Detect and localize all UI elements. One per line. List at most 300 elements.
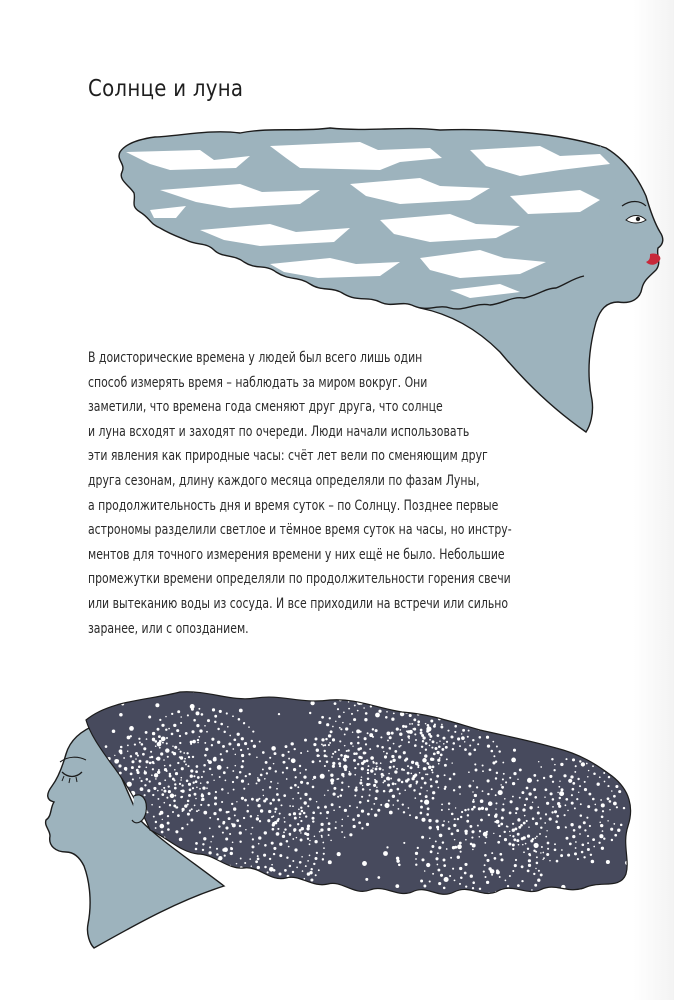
star-dot [403,769,405,771]
star-dot [359,801,362,804]
star-dot [240,749,242,751]
star-dot [361,767,364,770]
star-dot [264,831,267,834]
star-dot [347,749,349,751]
star-dot [305,865,307,867]
star-dot [103,801,107,805]
star-dot [362,861,367,866]
star-dot [173,724,176,727]
star-dot [259,878,261,880]
star-dot [544,822,546,824]
star-dot [354,788,357,791]
star-dot [136,769,139,772]
star-dot [452,846,455,849]
star-dot [573,829,576,832]
star-dot [358,756,361,759]
star-dot [180,790,182,792]
star-dot [367,772,369,774]
star-dot [201,798,204,801]
star-dot [307,860,309,862]
star-dot [352,732,353,733]
star-dot [175,772,178,775]
star-dot [426,790,427,791]
star-dot [220,753,222,755]
star-dot [610,828,613,831]
star-dot [420,812,423,815]
star-dot [280,884,283,887]
star-dot [579,785,581,787]
star-dot [127,744,129,746]
star-dot [501,817,504,820]
star-dot [603,838,605,840]
star-dot [256,817,259,820]
star-dot [344,695,347,698]
star-dot [229,874,231,876]
star-dot [165,728,167,730]
star-dot [168,785,170,787]
star-dot [161,831,164,834]
star-dot [189,788,192,791]
star-dot [343,765,347,769]
star-dot [235,765,237,767]
star-dot [509,812,512,815]
star-dot [236,776,239,779]
star-dot [204,742,206,744]
star-dot [318,869,320,871]
star-dot [84,800,86,802]
star-dot [380,736,382,738]
star-dot [197,742,199,744]
star-dot [401,781,404,784]
star-dot [454,818,456,820]
star-dot [320,823,323,826]
star-dot [496,802,498,804]
star-dot [257,804,260,807]
star-dot [325,738,327,740]
star-dot [488,899,489,900]
star-dot [515,859,517,861]
star-dot [229,735,231,737]
star-dot [181,790,184,793]
star-dot [328,734,331,737]
star-dot [377,876,380,879]
star-dot [323,750,325,752]
star-dot [187,765,189,767]
star-dot [536,856,538,858]
star-dot [516,839,519,842]
star-dot [269,757,271,759]
starry-hair [60,680,660,920]
star-dot [265,798,268,801]
star-dot [425,723,427,725]
star-dot [433,725,436,728]
star-dot [231,803,233,805]
star-dot [401,768,404,771]
star-dot [541,846,543,848]
paragraph-line: В доисторические времена у людей был всего лишь один [88,349,423,366]
star-dot [421,746,423,748]
star-dot [528,853,531,856]
star-dot [330,730,333,733]
star-dot [488,801,493,806]
star-dot [283,817,284,818]
star-dot [292,805,294,807]
star-dot [586,763,588,765]
star-dot [127,822,129,824]
star-dot [109,773,112,776]
star-dot [273,763,275,765]
star-dot [459,745,461,747]
star-dot [299,772,301,774]
star-dot [344,768,347,771]
star-dot [259,741,261,743]
star-dot [172,778,175,781]
star-dot [155,827,157,829]
star-dot [558,805,561,808]
star-dot [496,772,498,774]
star-dot [201,794,204,797]
star-dot [361,776,363,778]
star-dot [129,798,132,801]
star-dot [150,840,151,841]
star-dot [413,718,416,721]
star-dot [203,764,206,767]
star-dot [190,743,192,745]
star-dot [173,804,176,807]
star-dot [260,774,263,777]
star-dot [432,740,435,743]
star-dot [316,749,319,752]
star-dot [301,887,304,890]
star-dot [302,870,304,872]
star-dot [356,806,358,808]
star-dot [349,771,350,772]
star-dot [223,891,226,894]
star-dot [274,821,277,824]
star-dot [120,832,122,834]
star-dot [224,869,226,871]
star-dot [286,767,289,770]
star-dot [389,748,391,750]
star-dot [470,843,473,846]
star-dot [273,853,275,855]
star-dot [372,767,373,768]
star-dot [283,761,286,764]
star-dot [246,893,249,896]
star-dot [244,799,247,802]
star-dot [314,857,317,860]
star-dot [357,736,359,738]
star-dot [372,728,374,730]
star-dot [405,725,408,728]
star-dot [279,813,281,815]
star-dot [185,763,187,765]
star-dot [486,859,489,862]
star-dot [480,904,482,906]
star-dot [431,769,433,771]
star-dot [328,744,330,746]
star-dot [494,902,497,905]
star-dot [496,870,500,874]
star-dot [263,795,264,796]
star-dot [181,827,184,830]
star-dot [347,815,349,817]
star-dot [125,768,127,770]
star-dot [355,786,357,788]
star-dot [152,732,155,735]
star-dot [187,813,190,816]
star-dot [218,856,222,860]
star-dot [537,806,539,808]
star-dot [425,774,427,776]
star-dot [190,775,193,778]
star-dot [609,800,612,803]
star-dot [105,757,108,760]
star-dot [600,824,603,827]
star-dot [376,766,378,768]
star-dot [546,802,549,805]
star-dot [462,908,464,910]
star-dot [126,833,129,836]
star-dot [306,883,309,886]
star-dot [300,806,302,808]
star-dot [257,855,259,857]
star-dot [169,764,171,766]
star-dot [516,901,518,903]
star-dot [436,775,439,778]
star-dot [547,842,550,845]
star-dot [185,732,188,735]
star-dot [119,749,123,753]
star-dot [201,713,204,716]
star-dot [533,788,536,791]
star-dot [104,809,107,812]
star-dot [282,772,284,774]
star-dot [409,730,413,734]
star-dot [454,725,457,728]
star-dot [406,692,409,695]
star-dot [224,855,226,857]
star-dot [222,822,225,825]
star-dot [272,828,275,831]
star-dot [549,775,552,778]
star-dot [599,822,601,824]
star-dot [258,843,260,845]
star-dot [274,811,276,813]
star-dot [429,826,432,829]
star-dot [321,744,323,746]
star-dot [492,761,495,764]
star-dot [208,851,211,854]
star-dot [601,804,604,807]
star-dot [92,815,95,818]
star-dot [186,780,189,783]
star-dot [501,901,504,904]
star-dot [334,827,336,829]
star-dot [399,729,401,731]
star-dot [367,778,369,780]
star-dot [443,820,445,822]
star-dot [452,719,454,721]
star-dot [512,848,514,850]
star-dot [389,811,393,815]
star-dot [183,752,185,754]
star-dot [236,801,237,802]
star-dot [152,768,154,770]
star-dot [593,772,596,775]
star-dot [481,807,484,810]
star-dot [375,768,378,771]
star-dot [521,837,524,840]
star-dot [317,806,320,809]
star-dot [367,700,369,702]
star-dot [436,751,439,754]
star-dot [281,754,284,757]
star-dot [190,741,193,744]
star-dot [486,736,489,739]
star-dot [509,835,511,837]
star-dot [408,807,410,809]
star-dot [107,826,110,829]
star-dot [560,788,563,791]
star-dot [178,749,179,750]
star-dot [512,796,514,798]
star-dot [139,742,141,744]
star-dot [457,737,460,740]
star-dot [180,779,182,781]
star-dot [332,726,334,728]
star-dot [215,791,217,793]
star-dot [538,761,539,762]
star-dot [219,873,221,875]
star-dot [534,884,537,887]
star-dot [535,851,537,853]
star-dot [324,794,325,795]
star-dot [422,736,425,739]
star-dot [207,759,209,761]
star-dot [311,817,314,820]
star-dot [485,808,488,811]
star-dot [584,788,587,791]
star-dot [341,773,344,776]
star-dot [223,847,228,852]
star-dot [241,737,244,740]
star-dot [445,718,447,720]
star-dot [75,794,77,796]
star-dot [543,857,545,859]
star-dot [432,873,434,875]
star-dot [519,768,522,771]
star-dot [245,775,247,777]
star-dot [165,716,166,717]
star-dot [340,728,342,730]
star-dot [552,798,555,801]
star-dot [342,722,343,723]
star-dot [167,822,170,825]
star-dot [196,765,199,768]
star-dot [96,794,98,796]
star-dot [207,719,210,722]
star-dot [471,830,474,833]
paragraph-line: эти явления как природные часы: счёт лет вели по сменяющим друг [88,447,488,465]
star-dot [241,797,244,800]
star-dot [307,872,310,875]
star-dot [497,908,498,909]
star-dot [417,766,419,768]
star-dot [361,796,363,798]
star-dot [514,827,517,830]
star-dot [602,830,604,832]
star-dot [397,778,400,781]
star-dot [138,765,141,768]
star-dot [256,799,259,802]
star-dot [321,716,324,719]
star-dot [444,786,446,788]
star-dot [217,741,220,744]
star-dot [160,752,163,755]
star-dot [535,868,536,869]
star-dot [518,826,521,829]
star-dot [243,817,245,819]
star-dot [179,742,181,744]
star-dot [119,772,122,775]
star-dot [447,730,449,732]
star-dot [471,837,473,839]
star-dot [491,788,493,790]
star-dot [225,780,227,782]
star-dot [484,864,486,866]
star-dot [364,752,366,754]
star-dot [149,780,151,782]
star-dot [232,748,234,750]
star-dot [180,796,182,798]
star-dot [495,897,497,899]
star-dot [614,834,617,837]
star-dot [89,791,92,794]
star-dot [104,854,108,858]
star-dot [263,799,266,802]
star-dot [229,894,232,897]
star-dot [124,767,128,771]
star-dot [491,852,493,854]
star-dot [513,772,516,775]
star-dot [144,794,146,796]
star-dot [194,793,197,796]
star-dot [442,841,444,843]
star-dot [306,833,309,836]
star-dot [127,750,128,751]
star-dot [459,842,462,845]
star-dot [159,719,161,721]
star-dot [354,774,356,776]
star-dot [269,786,271,788]
star-dot [268,767,271,770]
star-dot [625,861,629,865]
star-dot [263,900,265,902]
star-dot [214,721,216,723]
star-dot [271,816,273,818]
star-dot [449,778,452,781]
star-dot [307,838,309,840]
star-dot [276,898,279,901]
star-dot [293,768,296,771]
star-dot [222,821,225,824]
star-dot [521,791,524,794]
star-dot [521,897,524,900]
star-dot [381,776,383,778]
star-dot [383,751,384,752]
star-dot [247,748,249,750]
